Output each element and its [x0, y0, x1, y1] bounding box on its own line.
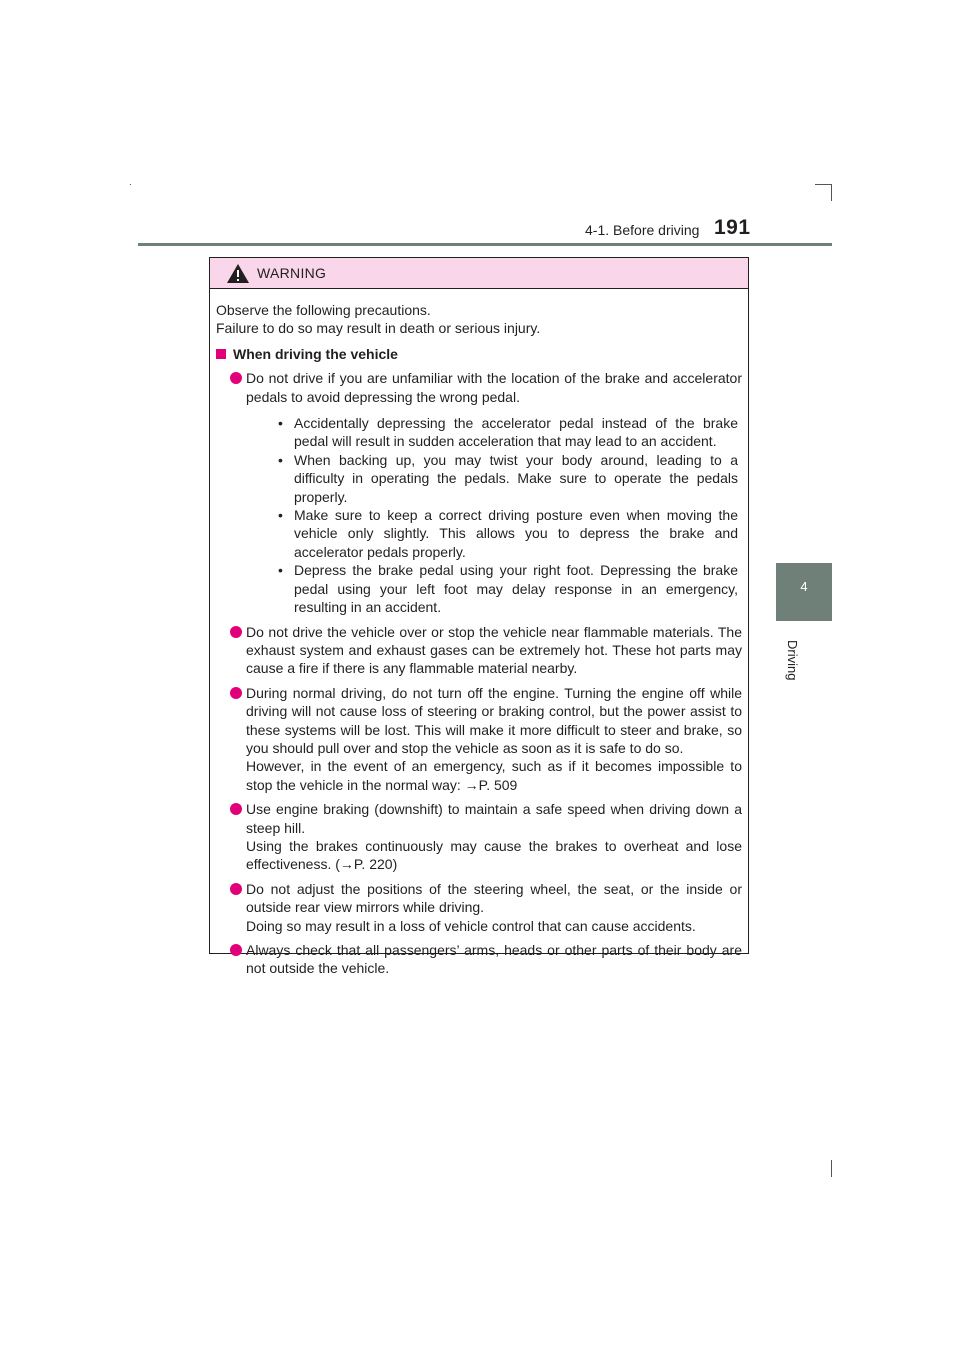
list-item	[216, 880, 742, 935]
item-text: Using the brakes continuously may cause the brakes to overheat and lose effectiveness. (→P. 220)	[246, 837, 742, 873]
page-number: 191	[714, 216, 751, 239]
dot-bullet: •	[278, 451, 283, 468]
item-text: However, in the event of an emergency, such as if it becomes impossible to stop the vehicle in the normal way: →P. 509	[246, 758, 742, 793]
list-item	[216, 941, 742, 978]
item-text: Do not drive if you are unfamiliar with the location of the brake and accelerator pedals to avoid depressing the wrong pedal.	[246, 370, 742, 405]
sub-item-text: Depress the brake pedal using your right foot. Depressing the brake pedal using your left foot may delay response in an emergency, resulting in an accident.	[294, 562, 738, 616]
warning-box	[209, 257, 749, 977]
intro-line: Observe the following precautions.	[216, 302, 431, 318]
item-text: Doing so may result in a loss of vehicle control that can cause accidents.	[246, 917, 696, 934]
sub-list-item	[246, 414, 742, 451]
sub-item-text: When backing up, you may twist your body around, leading to a difficulty in operating the pedals. Make sure to operate the pedals properly.	[294, 451, 738, 505]
list-item	[216, 623, 742, 678]
sub-list	[246, 414, 742, 616]
intro-line: Failure to do so may result in death or serious injury.	[216, 320, 541, 337]
list-item	[216, 369, 742, 616]
dot-bullet: •	[278, 415, 283, 432]
sub-item-text: Make sure to keep a correct driving posture even when moving the vehicle only slightly. This allows you to depress the brake and accelerator pedals properly.	[294, 507, 738, 560]
dot-bullet: •	[278, 562, 283, 579]
warning-body	[210, 289, 748, 978]
subheading-text: When driving the vehicle	[233, 345, 398, 362]
item-text: Always check that all passengers’ arms, heads or other parts of their body are not outside the vehicle.	[246, 942, 742, 977]
item-text: Do not drive the vehicle over or stop the vehicle near flammable materials. The exhaust system and exhaust gases can be extremely hot. These hot parts may cause a fire if there is any flammable material nearby.	[246, 623, 742, 677]
crop-mark-top-right-h	[815, 184, 832, 185]
section-title: 4-1. Before driving	[585, 222, 700, 238]
square-bullet-icon	[216, 349, 226, 359]
item-text: Do not adjust the positions of the steering wheel, the seat, or the inside or outside rear view mirrors while driving.	[246, 880, 742, 916]
crop-mark-top-left	[130, 184, 131, 185]
chapter-number: 4	[800, 579, 808, 594]
header-rule	[138, 243, 832, 246]
chapter-tab	[776, 563, 832, 621]
circle-bullet-icon	[230, 944, 242, 956]
sub-item-text: Accidentally depressing the accelerator pedal instead of the brake pedal will result in sudden acceleration that may lead to an accident.	[294, 415, 738, 450]
warning-title: WARNING	[257, 265, 327, 281]
crop-mark-bottom-right-v	[831, 1160, 832, 1177]
item-text: During normal driving, do not turn off the engine. Turning the engine off while driving will not cause loss of steering or braking control, but the power assist to these systems will be lost. This will make it more difficult to steer and brake, so you should pull over and stop the vehicle as soon as it is safe to do so.	[246, 684, 742, 756]
dot-bullet: •	[278, 507, 283, 524]
warning-triangle-icon	[227, 264, 249, 283]
item-text: Use engine braking (downshift) to maintain a safe speed when driving down a steep hill.	[246, 801, 742, 836]
sub-list-item	[246, 451, 742, 506]
chapter-label: Driving	[785, 640, 800, 681]
list-item	[216, 684, 742, 794]
sub-list-item	[246, 561, 742, 616]
sub-list-item	[246, 506, 742, 561]
list-item	[216, 800, 742, 874]
circle-bullet-icon	[230, 372, 242, 384]
circle-bullet-icon	[230, 883, 242, 895]
circle-bullet-icon	[230, 626, 242, 638]
subheading	[216, 345, 742, 363]
warning-header	[210, 258, 748, 289]
circle-bullet-icon	[230, 803, 242, 815]
crop-mark-top-right-v	[831, 184, 832, 201]
circle-bullet-icon	[230, 687, 242, 699]
